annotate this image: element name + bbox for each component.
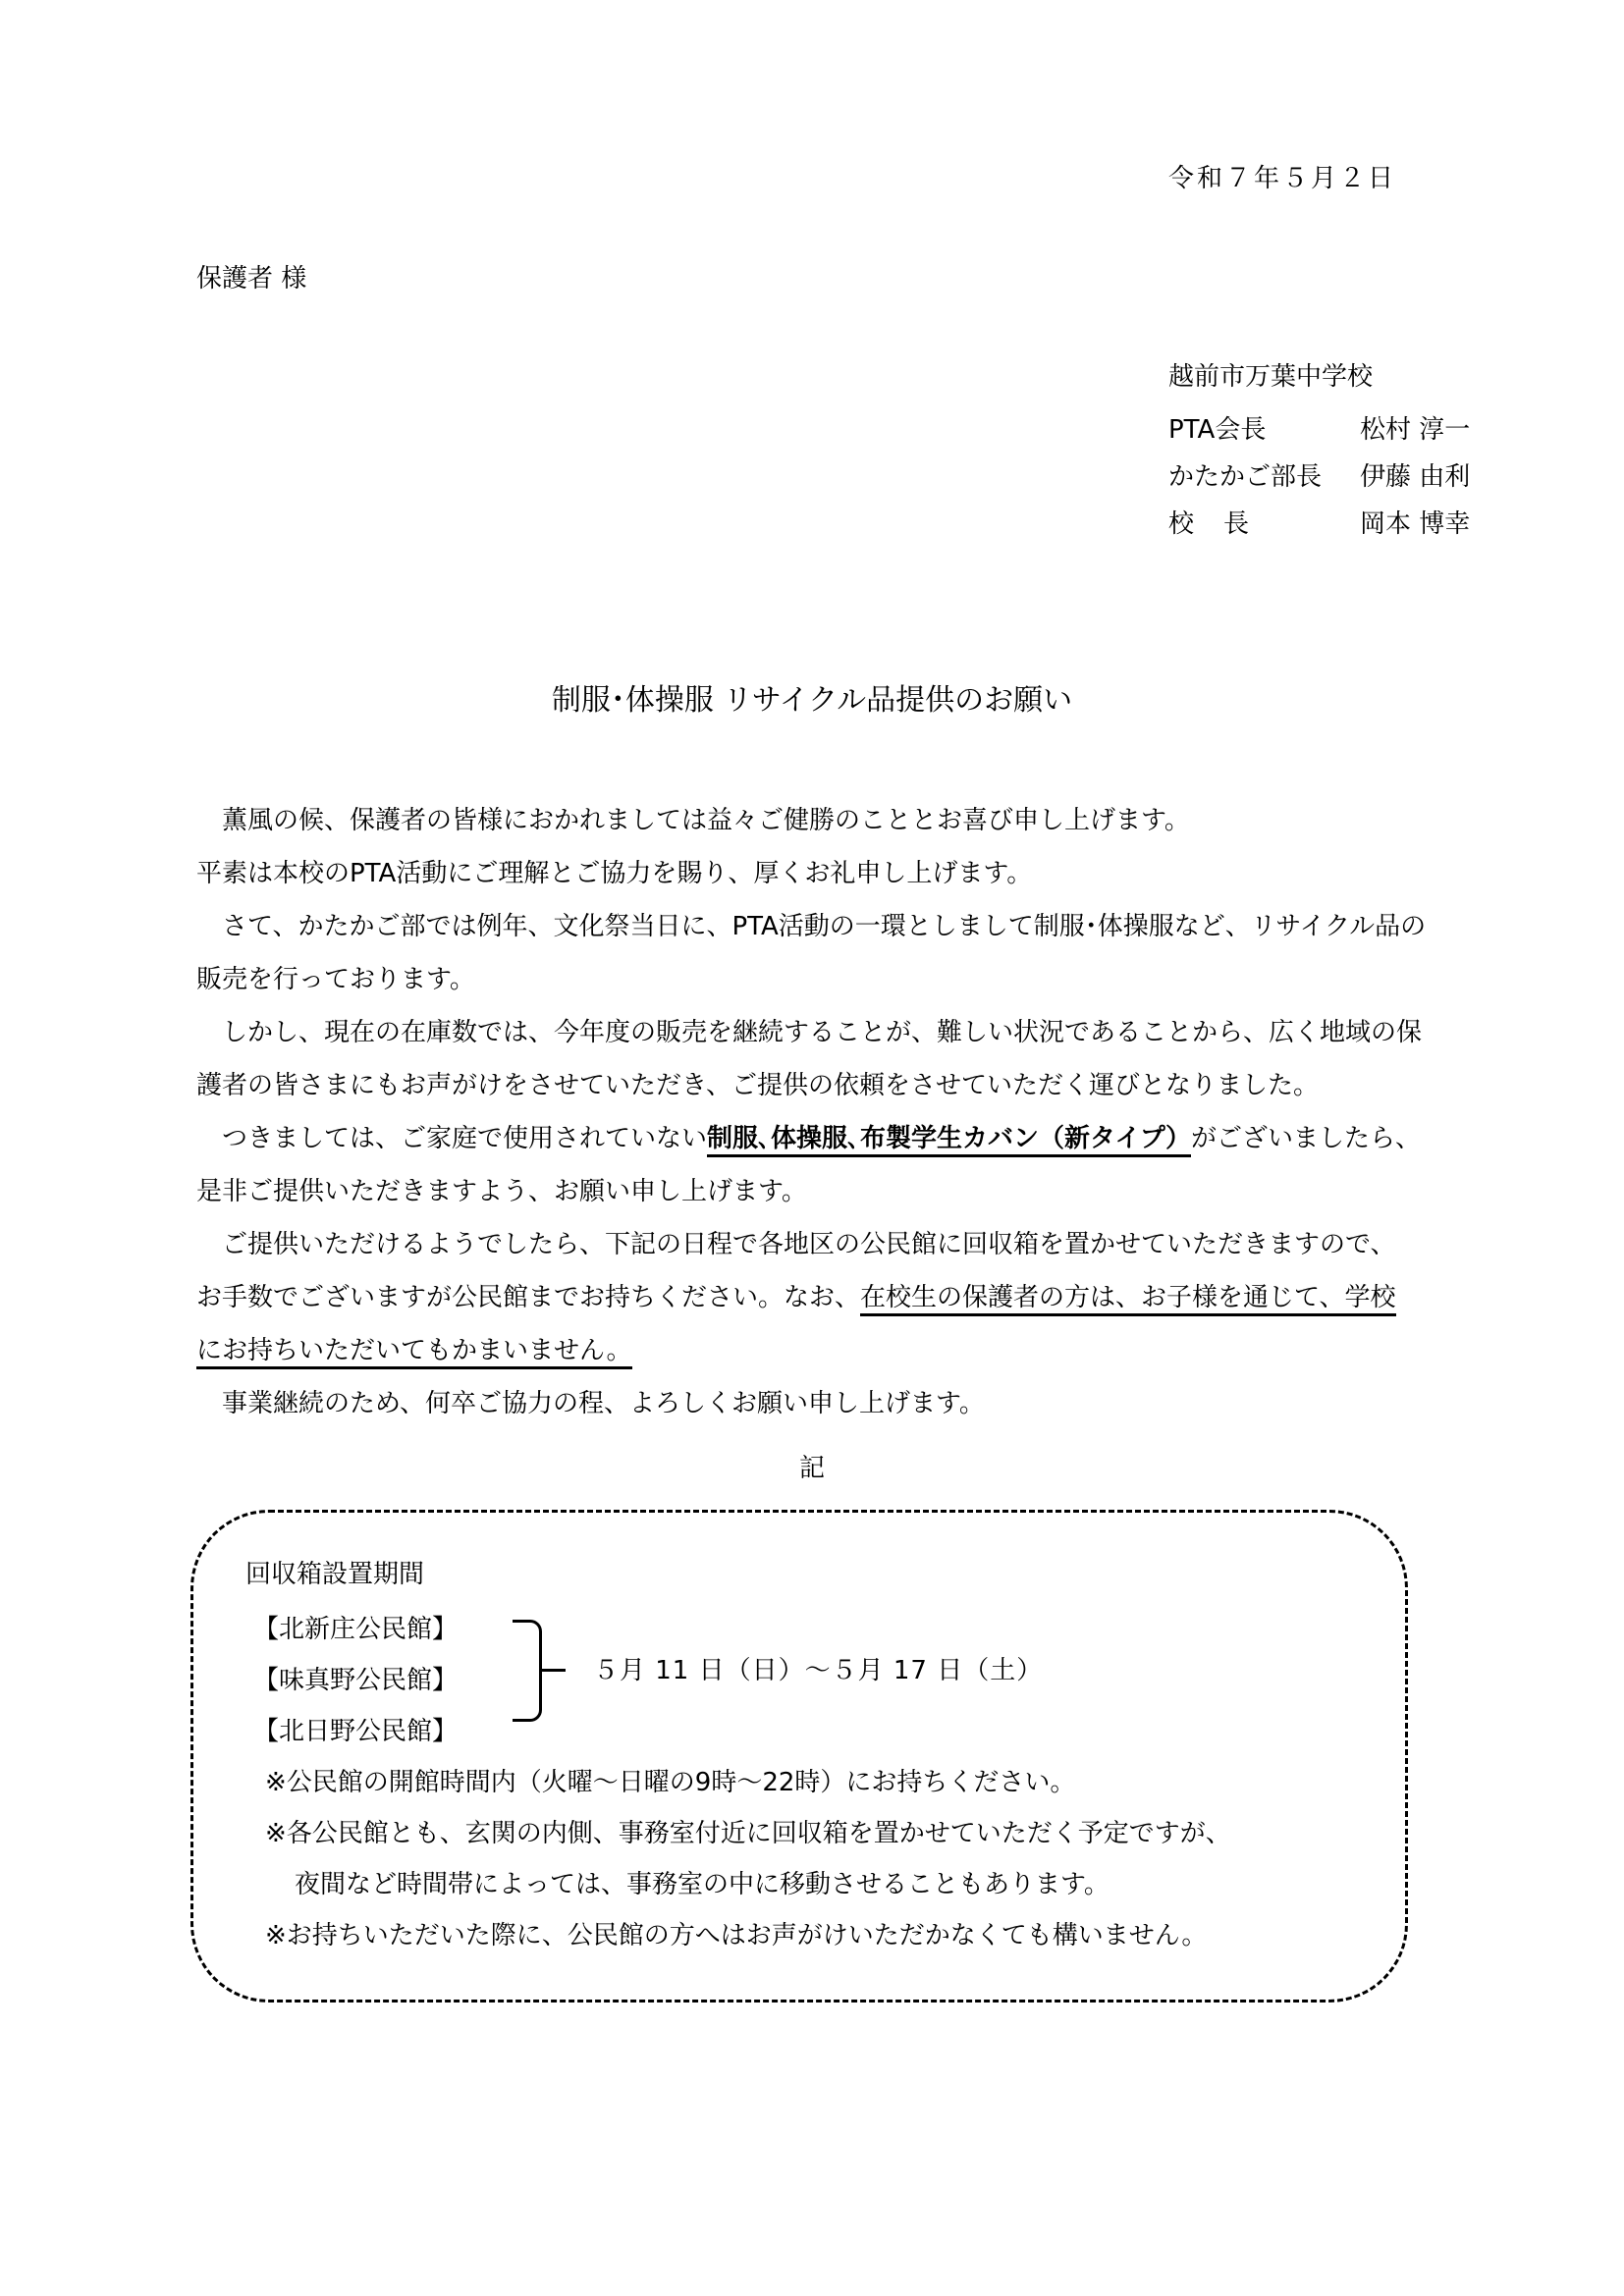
ki-heading: 記 — [798, 1454, 825, 1483]
sender-school: 越前市万葉中学校 — [1168, 362, 1374, 392]
body-text: つきましては、ご家庭で使用されていない — [222, 1124, 708, 1153]
note-box-location-cont: 夜間など時間帯によっては、事務室の中に移動させることもあります。 — [295, 1870, 1110, 1899]
sender-name: 松村 淳一 — [1360, 415, 1471, 445]
addressee: 保護者 様 — [196, 264, 307, 294]
body-paragraph-7: 事業継続のため、何卒ご協力の程、よろしくお願い申し上げます。 — [222, 1389, 985, 1418]
body-paragraph-5-line-2: 是非ご提供いただきますよう、お願い申し上げます。 — [196, 1177, 807, 1206]
student-note: 在校生の保護者の方は、お子様を通じて、学校 — [860, 1283, 1395, 1316]
venue-kitashinjo: 【北新庄公民館】 — [253, 1615, 459, 1644]
venue-bracket-tick — [540, 1669, 566, 1672]
sender-role: かたかご部長 — [1168, 462, 1323, 492]
body-paragraph-3-line-2: 販売を行っております。 — [196, 965, 475, 994]
note-box-location: ※各公民館とも、玄関の内側、事務室付近に回収箱を置かせていただく予定ですが、 — [265, 1819, 1231, 1848]
note-hours: ※公民館の開館時間内（火曜～日曜の9時～22時）にお持ちください。 — [265, 1768, 1076, 1797]
sender-role: 校 長 — [1168, 509, 1252, 539]
body-paragraph-6-line-2 — [196, 1280, 1443, 1315]
sender-row — [1168, 454, 1470, 501]
requested-items: 制服､体操服､布製学生カバン（新タイプ） — [707, 1124, 1191, 1157]
student-note: にお持ちいただいてもかまいません。 — [196, 1336, 632, 1369]
sender-row — [1168, 406, 1470, 454]
body-text: お手数でございますが公民館までお持ちください。なお、 — [196, 1283, 861, 1312]
body-paragraph-4-line-1: しかし、現在の在庫数では、今年度の販売を継続することが、難しい状況であることから、広く地域の保 — [222, 1018, 1423, 1047]
collection-period-heading: 回収箱設置期間 — [245, 1560, 425, 1589]
collection-period: ５月 11 日（日）～５月 17 日（土） — [593, 1656, 1044, 1685]
body-text: がございましたら、 — [1190, 1124, 1421, 1153]
venue-ajimano: 【味真野公民館】 — [253, 1666, 459, 1695]
body-paragraph-1: 薫風の候、保護者の皆様におかれましては益々ご健勝のこととお喜び申し上げます。 — [222, 806, 1190, 835]
sender-role: PTA会長 — [1168, 415, 1267, 445]
venue-kitahino: 【北日野公民館】 — [253, 1717, 459, 1746]
body-paragraph-4-line-2: 護者の皆さまにもお声がけをさせていただき、ご提供の依頼をさせていただく運びとなりました。 — [196, 1071, 1319, 1100]
issue-date: 令和７年５月２日 — [1168, 164, 1397, 193]
sender-name: 伊藤 由利 — [1360, 462, 1471, 492]
body-paragraph-5-line-1 — [196, 1121, 1469, 1156]
body-paragraph-2: 平素は本校のPTA活動にご理解とご協力を賜り、厚くお礼申し上げます。 — [196, 859, 1033, 888]
sender-list — [1168, 406, 1470, 548]
body-paragraph-3-line-1: さて、かたかご部では例年、文化祭当日に、PTA活動の一環としまして制服･体操服など、リサイクル品の — [222, 912, 1427, 941]
document-title: 制服･体操服 リサイクル品提供のお願い — [551, 683, 1073, 718]
note-no-notice: ※お持ちいただいた際に、公民館の方へはお声がけいただかなくても構いません。 — [265, 1921, 1208, 1950]
sender-name: 岡本 博幸 — [1360, 509, 1471, 539]
body-paragraph-6-line-3 — [196, 1333, 1443, 1368]
body-paragraph-6-line-1: ご提供いただけるようでしたら、下記の日程で各地区の公民館に回収箱を置かせていただきますので、 — [222, 1230, 1396, 1259]
venue-bracket — [513, 1620, 542, 1722]
sender-row — [1168, 501, 1470, 548]
